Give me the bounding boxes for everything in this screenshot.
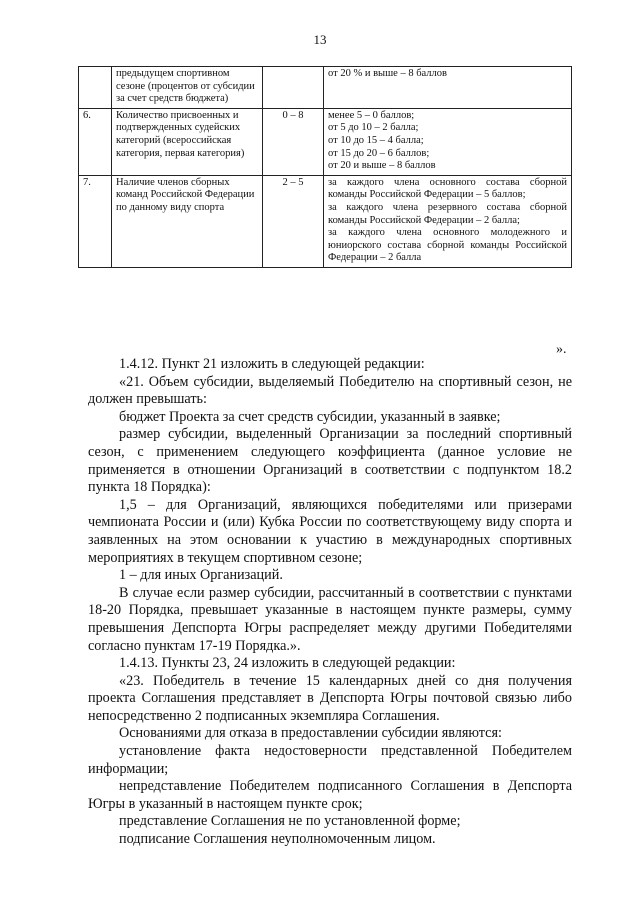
- scoring-line: за каждого члена основного состава сборной команды Российской Федерации – 5 баллов;: [328, 176, 567, 201]
- paragraph: 1.4.12. Пункт 21 изложить в следующей редакции:: [119, 356, 425, 372]
- score-range-cell: [263, 67, 324, 109]
- scoring-line: менее 5 – 0 баллов;: [328, 109, 415, 121]
- scoring-line: за каждого члена основного молодежного и юниорского состава сборной команды Российской Федерации – 2 балла: [328, 227, 567, 264]
- paragraph: установление факта недостоверности представленной Победителем информации;: [88, 743, 572, 777]
- row-number: 6.: [79, 108, 112, 175]
- scoring-line: от 10 до 15 – 4 балла;: [328, 134, 424, 146]
- paragraph: бюджет Проекта за счет средств субсидии, указанный в заявке;: [119, 408, 501, 425]
- table-close-quote: ».: [556, 342, 567, 357]
- scoring-line: от 20 % и выше – 8 баллов: [328, 68, 447, 79]
- row-number: 7.: [79, 175, 112, 267]
- paragraph: 1 – для иных Организаций.: [119, 567, 283, 584]
- page-number: 13: [313, 32, 327, 47]
- paragraph: 1.4.13. Пункты 23, 24 изложить в следующей редакции:: [119, 655, 456, 672]
- criterion-cell: предыдущем спортивном сезоне (процентов от субсидии за счет средств бюджета): [112, 67, 263, 109]
- scoring-line: от 15 до 20 – 6 баллов;: [328, 147, 430, 159]
- document-body: [88, 356, 572, 849]
- row-number: [79, 67, 112, 109]
- scoring-line: за каждого члена резервного состава сборной команды Российской Федерации – 2 балла;: [328, 201, 567, 226]
- paragraph: непредставление Победителем подписанного Соглашения в Депспорта Югры в указанный в настоящем пункте срок;: [88, 778, 572, 812]
- paragraph: «23. Победитель в течение 15 календарных дней со дня получения проекта Соглашения представляет в Депспорта Югры почтовой связью либо непосредственно 2 подписанных экземпляра Соглашения.: [88, 672, 572, 724]
- criterion-cell: Количество присвоенных и подтвержденных судейских категорий (всероссийская категория, первая категория): [112, 108, 263, 175]
- paragraph: Основаниями для отказа в предоставлении субсидии являются:: [119, 725, 502, 742]
- criteria-table: [78, 66, 572, 268]
- paragraph: размер субсидии, выделенный Организации за последний спортивный сезон, с применением следующего коэффициента (данное условие не применяется в отношении Организаций в соответствии с подпунктом 18.2 пункта 18 Порядка):: [88, 426, 572, 496]
- table-row: [79, 175, 572, 267]
- scoring-cell: [324, 108, 572, 175]
- paragraph: В случае если размер субсидии, рассчитанный в соответствии с пунктами 18-20 Порядка, превышает указанные в настоящем пункте размеры, сумму превышения Депспорта Югры распределяет между другими Победителями согласно пунктам 17-19 Порядка.».: [88, 584, 572, 654]
- paragraph: 1,5 – для Организаций, являющихся победителями или призерами чемпионата России и (или) Кубка России по соответствующему виду спорта и заявленных на этом основании к участию в международных спортивных мероприятиях в текущем спортивном сезоне;: [88, 496, 572, 566]
- paragraph: представление Соглашения не по установленной форме;: [119, 813, 461, 830]
- scoring-line: от 20 и выше – 8 баллов: [328, 160, 436, 172]
- paragraph: «21. Объем субсидии, выделяемый Победителю на спортивный сезон, не должен превышать:: [88, 373, 572, 408]
- paragraph: подписание Соглашения неуполномоченным лицом.: [119, 831, 436, 848]
- criterion-cell: Наличие членов сборных команд Российской Федерации по данному виду спорта: [112, 175, 263, 267]
- table-row: [79, 67, 572, 109]
- table-row: [79, 108, 572, 175]
- scoring-line: от 5 до 10 – 2 балла;: [328, 122, 419, 134]
- score-range-cell: 0 – 8: [263, 108, 324, 175]
- scoring-cell: [324, 67, 572, 109]
- score-range-cell: 2 – 5: [263, 175, 324, 267]
- scoring-cell: [324, 175, 572, 267]
